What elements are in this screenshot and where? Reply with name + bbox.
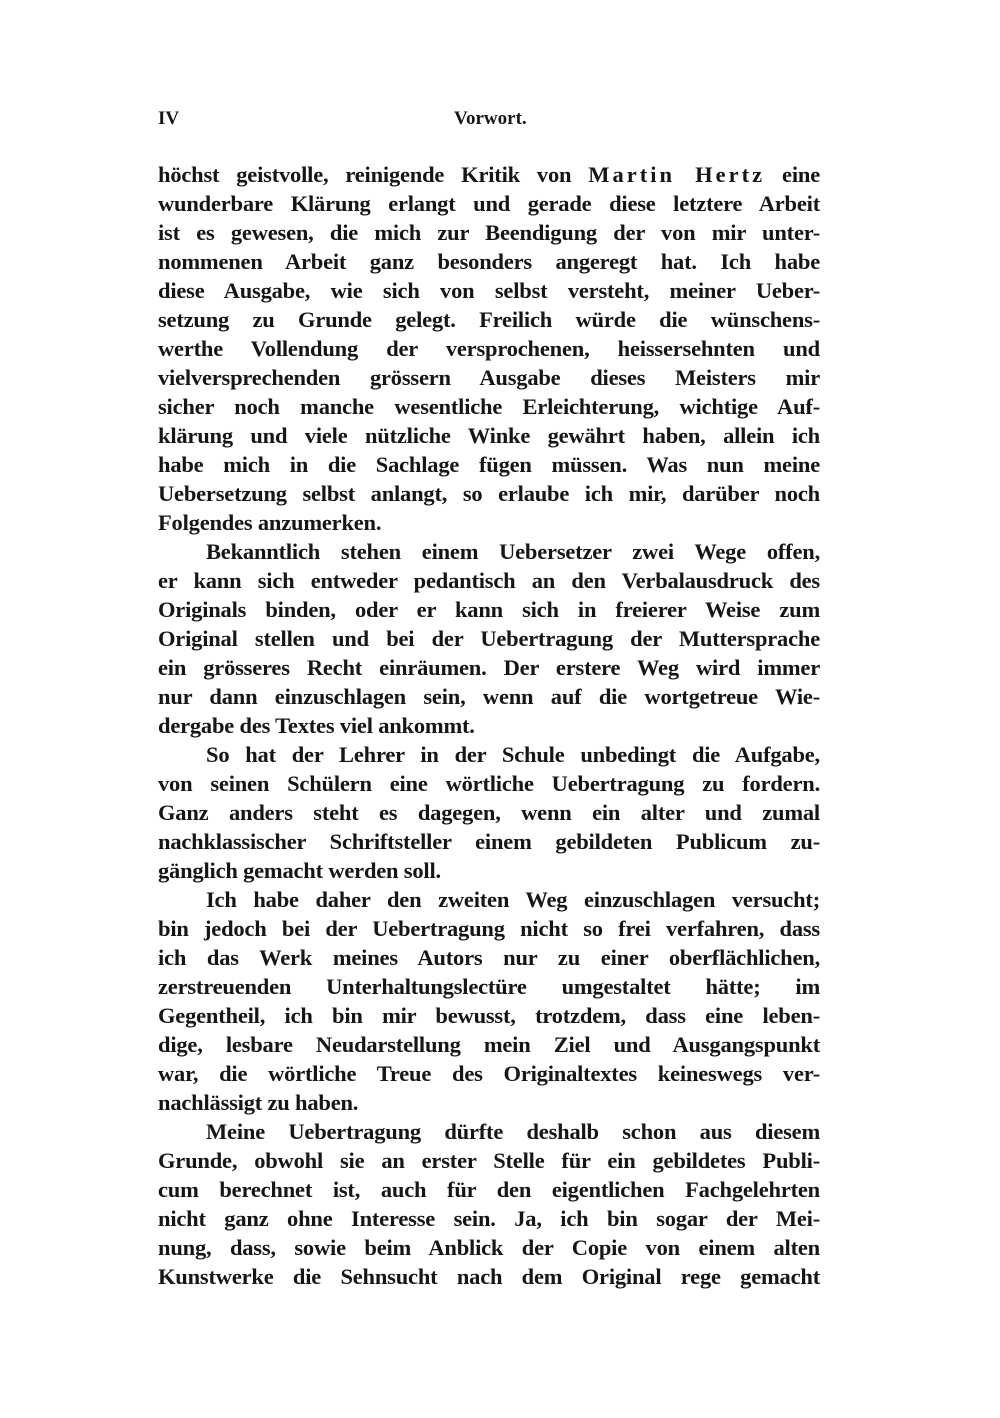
paragraph [158, 740, 820, 885]
text-line: Kunstwerke die Sehnsucht nach dem Original rege gemacht [158, 1264, 820, 1289]
text-line: ich das Werk meines Autors nur zu einer oberflächlichen, [158, 945, 820, 970]
paragraph [158, 1117, 820, 1291]
text-line: nachlässigt zu haben. [158, 1090, 359, 1115]
page-number: IV [158, 108, 180, 129]
running-head [158, 108, 820, 138]
text-line: Ich habe daher den zweiten Weg einzuschlagen versucht; [206, 887, 820, 912]
text-line: war, die wörtliche Treue des Originaltextes keineswegs ver- [158, 1061, 820, 1086]
text-line: werthe Vollendung der versprochenen, heissersehnten und [158, 336, 820, 361]
text-line: diese Ausgabe, wie sich von selbst versteht, meiner Ueber- [158, 278, 820, 303]
text-line: höchst geistvolle, reinigende Kritik von Martin Hertz eine [158, 162, 820, 187]
text-line: nur dann einzuschlagen sein, wenn auf die wortgetreue Wie- [158, 684, 820, 709]
text-line: cum berechnet ist, auch für den eigentlichen Fachgelehrten [158, 1177, 820, 1202]
text-line: klärung und viele nützliche Winke gewährt haben, allein ich [158, 423, 820, 448]
text-line: bin jedoch bei der Uebertragung nicht so frei verfahren, dass [158, 916, 820, 941]
text-line: gänglich gemacht werden soll. [158, 858, 441, 883]
text-line: dige, lesbare Neudarstellung mein Ziel und Ausgangspunkt [158, 1032, 820, 1057]
document-page [158, 108, 820, 1291]
text-line: Gegentheil, ich bin mir bewusst, trotzdem, dass eine leben- [158, 1003, 820, 1028]
text-line: Grunde, obwohl sie an erster Stelle für ein gebildetes Publi- [158, 1148, 820, 1173]
text-line: So hat der Lehrer in der Schule unbedingt die Aufgabe, [206, 742, 820, 767]
text-line: nung, dass, sowie beim Anblick der Copie von einem alten [158, 1235, 820, 1260]
section-title: Vorwort. [454, 108, 527, 129]
text-line: sicher noch manche wesentliche Erleichterung, wichtige Auf- [158, 394, 820, 419]
text-line: Meine Uebertragung dürfte deshalb schon aus diesem [206, 1119, 820, 1144]
paragraph [158, 537, 820, 740]
text-line: vielversprechenden grössern Ausgabe dieses Meisters mir [158, 365, 820, 390]
text-line: Folgendes anzumerken. [158, 510, 382, 535]
text-line: zerstreuenden Unterhaltungslectüre umgestaltet hätte; im [158, 974, 820, 999]
text-line: Uebersetzung selbst anlangt, so erlaube ich mir, darüber noch [158, 481, 820, 506]
paragraph [158, 160, 820, 537]
text-line: Bekanntlich stehen einem Uebersetzer zwei Wege offen, [206, 539, 820, 564]
text-line: Original stellen und bei der Uebertragung der Muttersprache [158, 626, 820, 651]
paragraph [158, 885, 820, 1117]
text-line: nicht ganz ohne Interesse sein. Ja, ich bin sogar der Mei- [158, 1206, 820, 1231]
text-line: nommenen Arbeit ganz besonders angeregt hat. Ich habe [158, 249, 820, 274]
text-line: ist es gewesen, die mich zur Beendigung der von mir unter- [158, 220, 820, 245]
spaced-name: Martin Hertz [588, 162, 766, 187]
text-line: von seinen Schülern eine wörtliche Uebertragung zu fordern. [158, 771, 820, 796]
text-line: Originals binden, oder er kann sich in freierer Weise zum [158, 597, 820, 622]
text-line: setzung zu Grunde gelegt. Freilich würde die wünschens- [158, 307, 820, 332]
text-line: nachklassischer Schriftsteller einem gebildeten Publicum zu- [158, 829, 820, 854]
text-line: er kann sich entweder pedantisch an den Verbalausdruck des [158, 568, 820, 593]
body-text [158, 160, 820, 1291]
text-line: ein grösseres Recht einräumen. Der erstere Weg wird immer [158, 655, 820, 680]
text-line: Ganz anders steht es dagegen, wenn ein alter und zumal [158, 800, 820, 825]
text-line: dergabe des Textes viel ankommt. [158, 713, 475, 738]
text-line: habe mich in die Sachlage fügen müssen. Was nun meine [158, 452, 820, 477]
text-line: wunderbare Klärung erlangt und gerade diese letztere Arbeit [158, 191, 820, 216]
